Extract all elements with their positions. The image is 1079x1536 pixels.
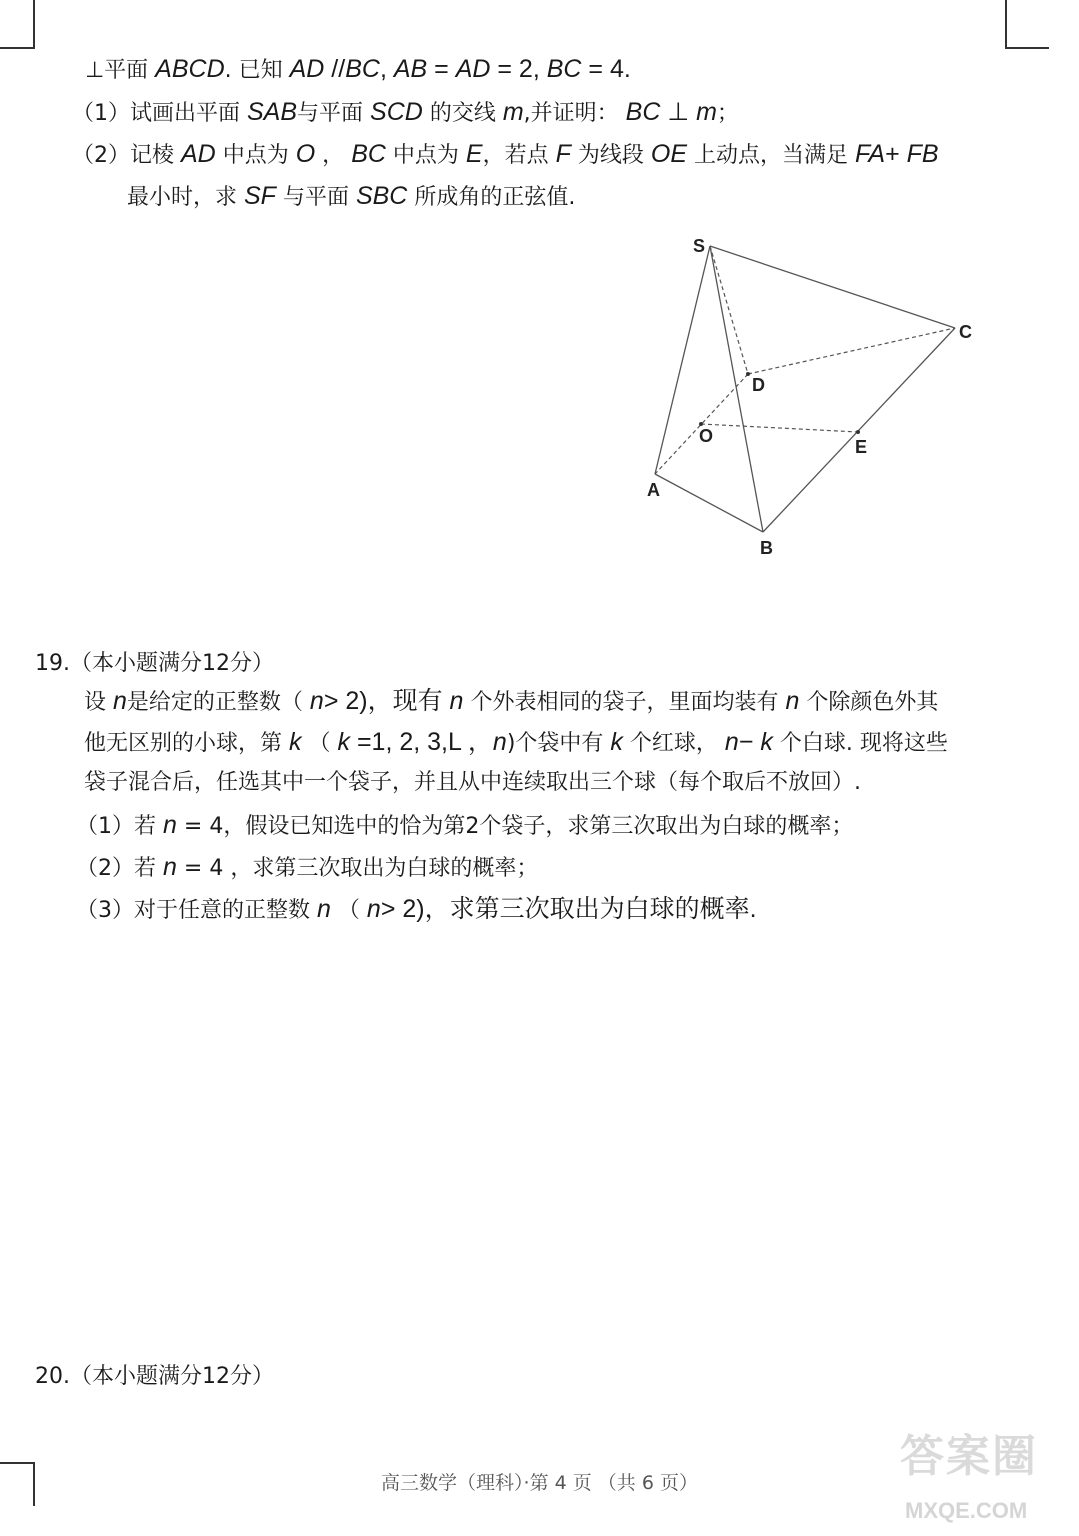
point-label-o: O bbox=[699, 426, 714, 446]
vertex-label-b: B bbox=[760, 538, 773, 558]
q18-part1: （1）试画出平面 SAB与平面 SCD 的交线 m,并证明： BC ⊥ m； bbox=[72, 98, 739, 126]
q19-part2: （2）若 n = 4 ，求第三次取出为白球的概率； bbox=[76, 853, 539, 881]
q19-header: 19.（本小题满分12分） bbox=[35, 651, 274, 676]
page-footer: 高三数学（理科）·第 4 页 （共 6 页） bbox=[381, 1472, 698, 1494]
watermark-url: MXQE.COM bbox=[905, 1498, 1028, 1523]
q19-line3: 袋子混合后，任选其中一个袋子，并且从中连续取出三个球（每个取后不放回）. bbox=[84, 770, 861, 795]
q19-line1: 设 n是给定的正整数（ n> 2)，现有 n 个外表相同的袋子，里面均装有 n 个除颜色外其 bbox=[84, 687, 939, 715]
q19-part3: （3）对于任意的正整数 n （ n> 2)，求第三次取出为白球的概率. bbox=[76, 895, 757, 923]
q19-part1: （1）若 n = 4，假设已知选中的恰为第2个袋子，求第三次取出为白球的概率； bbox=[76, 811, 854, 839]
q19-line2: 他无区别的小球，第 k （ k =1, 2, 3,L ，n)个袋中有 k 个红球， n− k 个白球. 现将这些 bbox=[84, 728, 948, 756]
q18-condition-line: ⊥平面 ABCD. 已知 AD //BC, AB = AD = 2, BC = 4. bbox=[85, 55, 631, 83]
watermark-logo: 答案圈 bbox=[900, 1431, 1038, 1482]
q18-part2: （2）记棱 AD 中点为 O ， BC 中点为 E，若点 F 为线段 OE 上动点，当满足 FA+ FB bbox=[72, 140, 939, 168]
q18-part2-cont: 最小时，求 SF 与平面 SBC 所成角的正弦值. bbox=[127, 182, 576, 210]
vertex-label-a: A bbox=[647, 480, 660, 500]
crop-mark-bottom-left bbox=[0, 1462, 35, 1464]
pyramid-figure bbox=[0, 0, 1079, 600]
q20-header: 20.（本小题满分12分） bbox=[35, 1364, 274, 1389]
vertex-label-d: D bbox=[752, 375, 765, 395]
point-label-e: E bbox=[855, 437, 868, 457]
vertex-label-c: C bbox=[959, 322, 972, 342]
vertex-label-s: S bbox=[693, 236, 706, 256]
